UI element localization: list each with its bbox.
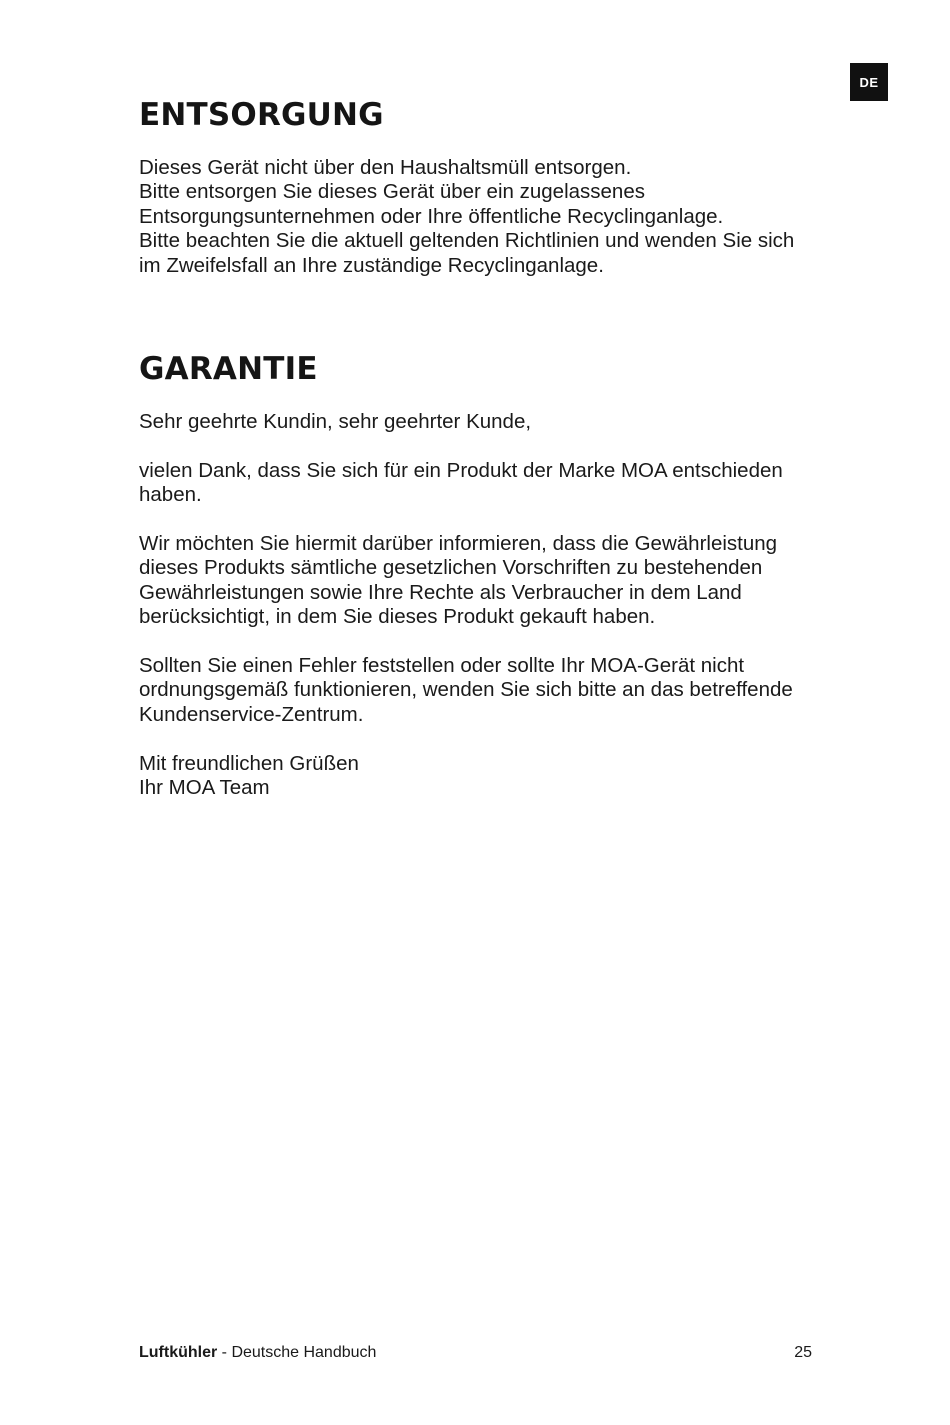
text-line: Ihr MOA Team <box>139 776 270 800</box>
footer-title <box>139 1344 376 1362</box>
text-line: dieses Produkts sämtliche gesetzlichen Vorschriften zu bestehenden <box>139 556 763 580</box>
fault-paragraph <box>139 654 839 727</box>
text-line: Dieses Gerät nicht über den Haushaltsmüll entsorgen. <box>139 156 632 179</box>
garantie-text <box>139 410 839 825</box>
text-line: ordnungsgemäß funktionieren, wenden Sie sich bitte an das betreffende <box>139 678 793 702</box>
text-line: Bitte beachten Sie die aktuell geltenden Richtlinien und wenden Sie sich <box>139 229 795 253</box>
info-paragraph <box>139 532 839 630</box>
entsorgung-text <box>139 156 839 278</box>
thanks-paragraph <box>139 459 839 508</box>
footer-subtitle: - Deutsche Handbuch <box>217 1344 377 1361</box>
heading-garantie: GARANTIE <box>139 351 318 387</box>
page-number: 25 <box>794 1344 812 1361</box>
closing-paragraph <box>139 752 839 801</box>
heading-entsorgung: ENTSORGUNG <box>139 97 384 133</box>
text-line: Sollten Sie einen Fehler feststellen oder sollte Ihr MOA-Gerät nicht <box>139 654 745 678</box>
text-line: Kundenservice-Zentrum. <box>139 702 364 726</box>
text-line: vielen Dank, dass Sie sich für ein Produkt der Marke MOA entschieden <box>139 458 783 482</box>
text-line: im Zweifelsfall an Ihre zuständige Recyclinganlage. <box>139 253 604 277</box>
page-footer <box>139 1344 812 1362</box>
text-line: Bitte entsorgen Sie dieses Gerät über ein zugelassenes <box>139 180 645 204</box>
greeting-paragraph <box>139 410 839 434</box>
text-line: berücksichtigt, in dem Sie dieses Produkt gekauft haben. <box>139 605 656 629</box>
entsorgung-paragraph <box>139 156 839 278</box>
text-line: Sehr geehrte Kundin, sehr geehrter Kunde, <box>139 410 532 433</box>
text-line: Mit freundlichen Grüßen <box>139 751 359 775</box>
text-line: Entsorgungsunternehmen oder Ihre öffentliche Recyclinganlage. <box>139 204 724 228</box>
text-line: Wir möchten Sie hiermit darüber informieren, dass die Gewährleistung <box>139 532 778 555</box>
text-line: haben. <box>139 483 202 507</box>
text-line: Gewährleistungen sowie Ihre Rechte als Verbraucher in dem Land <box>139 580 742 604</box>
language-badge: DE <box>850 63 888 101</box>
footer-product-name: Luftkühler <box>139 1344 218 1361</box>
